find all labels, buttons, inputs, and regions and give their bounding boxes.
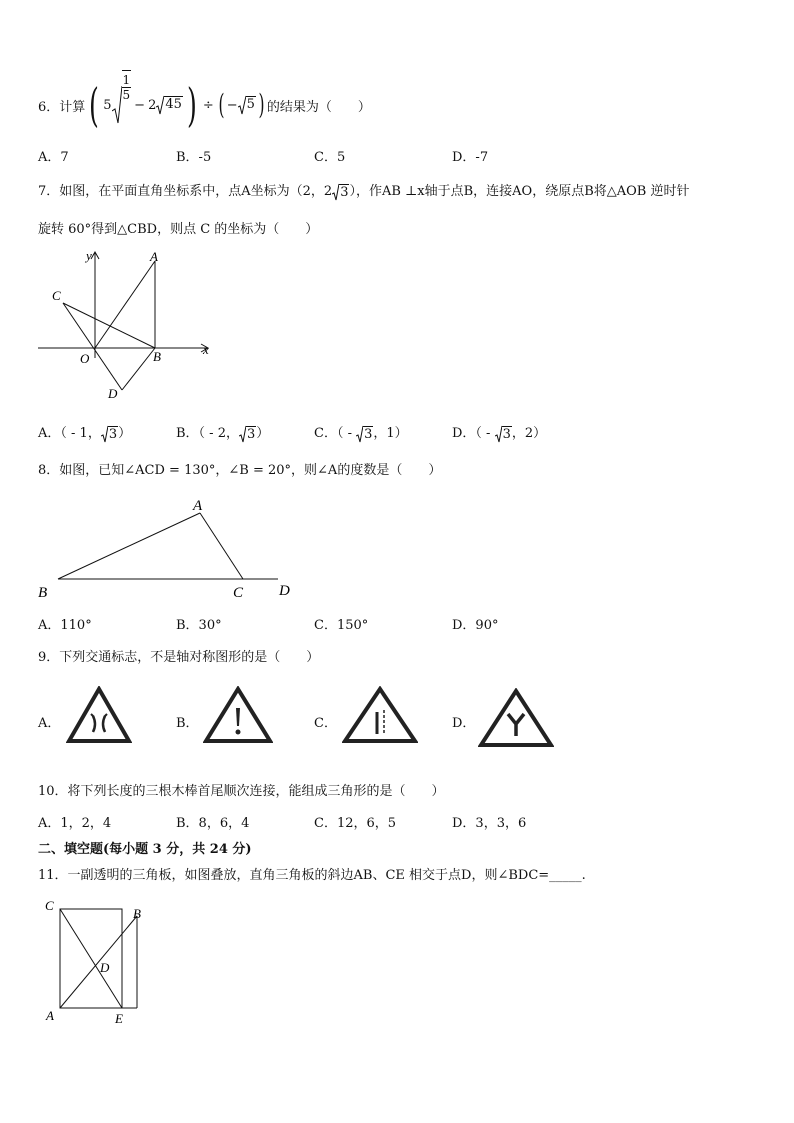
label-b: B — [38, 585, 48, 601]
q6-tail: 的结果为（ ） — [266, 99, 371, 115]
q7-c-radicand: 3 — [364, 426, 373, 442]
radical-icon — [495, 425, 502, 443]
label-a: A — [193, 498, 203, 514]
q7-c-pre: C．（ - — [314, 426, 357, 441]
segment-ao — [95, 261, 155, 348]
label-c: C — [52, 288, 61, 303]
q9-option-a[interactable]: A． — [38, 716, 61, 731]
segment-ba — [58, 513, 200, 579]
q9-option-d[interactable]: D． — [452, 716, 476, 731]
q7-b-sqrt — [239, 425, 256, 443]
q8-text: 8．如图，已知∠ACD = 130°，∠B = 20°，则∠A的度数是（ ） — [38, 463, 442, 478]
q6-label: 6．计算 — [38, 99, 86, 115]
q7-d-post: ，2） — [511, 426, 547, 441]
segment-db — [122, 348, 155, 390]
label-c: C — [233, 585, 244, 601]
q7-radicand: 3 — [340, 184, 349, 200]
q9-option-c[interactable]: C． — [314, 716, 337, 731]
right-paren-icon: ) — [186, 78, 197, 132]
q7-option-d[interactable] — [452, 422, 546, 443]
radical-icon — [239, 425, 246, 443]
segment-cd — [63, 303, 122, 390]
segment-cb — [63, 303, 155, 348]
q7-sqrt — [332, 183, 349, 201]
left-paren-icon: ( — [218, 88, 225, 121]
q6-coef-b: 2 — [148, 97, 157, 113]
q7-b-radicand: 3 — [246, 426, 256, 442]
q7-d-sqrt — [495, 425, 512, 443]
sign-narrow-road-icon — [66, 686, 132, 744]
q6-minus: − — [134, 97, 146, 113]
right-paren-icon: ) — [258, 88, 265, 121]
sign-lane-icon — [342, 686, 418, 744]
q8-option-b[interactable]: B．30° — [176, 618, 222, 633]
q7-line1-a: 7．如图，在平面直角坐标系中，点A坐标为（2，2 — [38, 184, 333, 199]
q11-text: 11．一副透明的三角板，如图叠放，直角三角板的斜边AB、CE 相交于点D，则∠BDC=_____. — [38, 868, 586, 883]
q7-a-radicand: 3 — [108, 426, 118, 442]
q10-option-c[interactable]: C．12，6，5 — [314, 816, 397, 831]
label-b: B — [133, 906, 141, 921]
q7-b-post: ） — [256, 426, 270, 441]
q11-figure — [38, 895, 158, 1030]
radicand-5: 5 — [246, 97, 255, 112]
label-y: y — [86, 248, 92, 263]
label-a: A — [46, 1008, 54, 1023]
radical-icon — [356, 425, 363, 443]
sign-warning-exclamation-icon — [203, 686, 273, 744]
label-d: D — [100, 960, 110, 975]
q7-a-post: ） — [118, 426, 132, 441]
q6-option-b[interactable]: B．-5 — [176, 150, 212, 165]
label-d: D — [108, 386, 118, 401]
q10-option-b[interactable]: B．8，6，4 — [176, 816, 250, 831]
radical-icon — [332, 183, 339, 201]
label-a: A — [150, 249, 158, 264]
radicand-45: 45 — [165, 97, 182, 112]
segment-ab — [60, 916, 137, 1008]
label-c: C — [45, 898, 54, 913]
frac-denominator: 5 — [122, 88, 131, 102]
frac-numerator: 1 — [122, 73, 131, 87]
q10-option-a[interactable]: A．1，2，4 — [38, 816, 112, 831]
q7-a-sqrt — [101, 425, 118, 443]
label-d: D — [279, 583, 290, 599]
q9-option-b[interactable]: B． — [176, 716, 199, 731]
q7-b-pre: B．（ - 2， — [176, 426, 239, 441]
radical-icon — [112, 85, 122, 125]
q7-option-b[interactable] — [176, 422, 269, 443]
label-x: x — [203, 342, 209, 357]
q8-option-c[interactable]: C．150° — [314, 618, 369, 633]
section-heading: 二、填空题(每小题 3 分，共 24 分) — [38, 842, 252, 857]
q7-c-post: ，1） — [373, 426, 408, 441]
q8-option-d[interactable]: D．90° — [452, 618, 499, 633]
q6-sqrt-45 — [156, 95, 183, 115]
q6-option-a[interactable]: A．7 — [38, 150, 69, 165]
q10-option-d[interactable]: D．3，3，6 — [452, 816, 527, 831]
q7-line2: 旋转 60°得到△CBD，则点 C 的坐标为（ ） — [38, 222, 319, 237]
q7-d-radicand: 3 — [502, 426, 511, 442]
q6-neg: − — [226, 97, 238, 113]
left-paren-icon: ( — [89, 78, 100, 132]
q6-coef-a: 5 — [103, 97, 112, 113]
q7-option-a[interactable] — [38, 422, 131, 443]
q7-c-sqrt — [356, 425, 373, 443]
q7-line1-b: ），作AB ⊥x轴于点B，连接AO，绕原点B将△AOB 逆时针 — [349, 184, 690, 199]
segment-ce — [60, 909, 122, 1008]
q6-option-d[interactable]: D．-7 — [452, 150, 489, 165]
q6-div: ÷ — [202, 97, 214, 113]
radical-icon — [101, 425, 108, 443]
q7-a-pre: A．（ - 1， — [38, 426, 101, 441]
q6-sqrt-frac — [112, 73, 132, 125]
q6-sqrt-5 — [238, 95, 256, 115]
label-b: B — [153, 349, 161, 364]
label-o: O — [80, 351, 90, 366]
q7-figure — [30, 248, 230, 403]
q8-option-a[interactable]: A．110° — [38, 618, 92, 633]
radical-icon — [238, 95, 246, 115]
q7-line1 — [38, 180, 690, 201]
radical-icon — [156, 95, 164, 115]
sign-y-junction-icon — [478, 688, 554, 748]
segment-ac — [200, 513, 243, 579]
q6-option-c[interactable]: C．5 — [314, 150, 346, 165]
question-6 — [38, 73, 371, 132]
label-e: E — [115, 1011, 123, 1026]
q8-figure — [30, 492, 310, 607]
q9-text: 9．下列交通标志，不是轴对称图形的是（ ） — [38, 650, 320, 665]
q10-text: 10．将下列长度的三根木棒首尾顺次连接，能组成三角形的是（ ） — [38, 784, 445, 799]
q7-d-pre: D．（ - — [452, 426, 495, 441]
q7-option-c[interactable] — [314, 422, 408, 443]
